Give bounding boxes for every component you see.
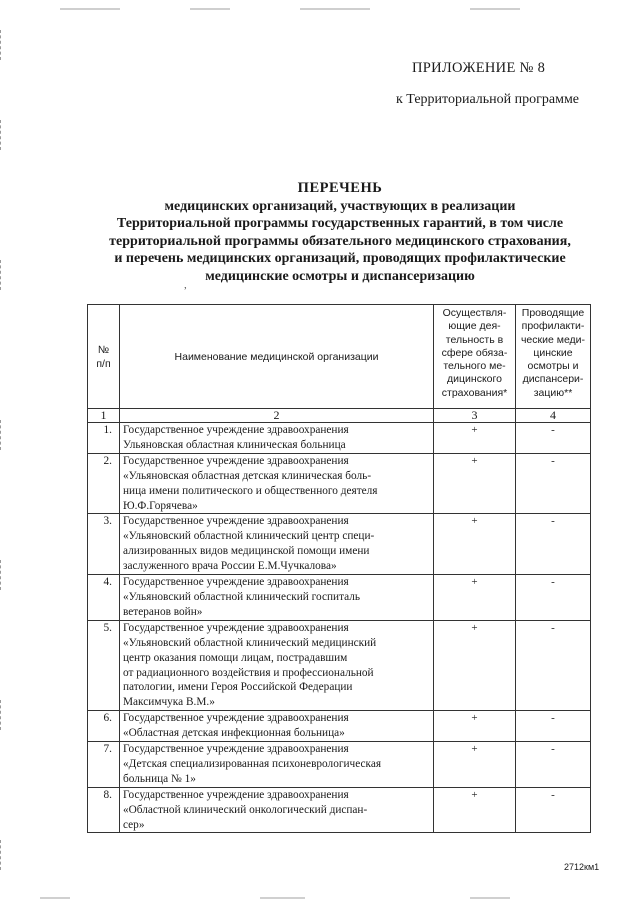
row-number: 6. bbox=[88, 711, 120, 742]
row-number: 3. bbox=[88, 514, 120, 575]
header-preventive-exams: Проводящие профилакти- ческие меди- цинские осмотры и диспансери- зацию** bbox=[516, 305, 591, 409]
scan-edge-mark bbox=[0, 120, 5, 150]
scan-smudge bbox=[190, 8, 230, 10]
table-row bbox=[88, 620, 591, 710]
scan-smudge bbox=[300, 8, 370, 10]
org-name: Государственное учреждение здравоохранения «Ульяновский областной клинический центр специ- ализированных видов медицинской помощи имени заслуженного врача России Е.М.Чучкалова» bbox=[120, 514, 434, 575]
preventive-mark: - bbox=[516, 620, 591, 710]
table-row bbox=[88, 742, 591, 788]
row-number: 1. bbox=[88, 423, 120, 454]
table-row bbox=[88, 423, 591, 454]
title-line: Территориальной программы государственных гарантий, в том числе bbox=[116, 216, 564, 232]
column-index: 1 bbox=[88, 409, 120, 423]
oms-mark: + bbox=[434, 453, 516, 514]
scan-edge-mark bbox=[0, 260, 5, 290]
header-org-name: Наименование медицинской организации bbox=[120, 305, 434, 409]
column-index: 4 bbox=[516, 409, 591, 423]
org-name: Государственное учреждение здравоохранения «Областной клинический онкологический диспан- сер» bbox=[120, 787, 434, 833]
row-number: 4. bbox=[88, 575, 120, 621]
row-number: 2. bbox=[88, 453, 120, 514]
scan-smudge bbox=[60, 8, 120, 10]
preventive-mark: - bbox=[516, 711, 591, 742]
preventive-mark: - bbox=[516, 423, 591, 454]
row-number: 5. bbox=[88, 620, 120, 710]
scan-dot: , bbox=[184, 279, 187, 291]
org-name: Государственное учреждение здравоохранения «Ульяновский областной клинический госпиталь ветеранов войн» bbox=[120, 575, 434, 621]
title-heading: ПЕРЕЧЕНЬ bbox=[297, 180, 383, 196]
oms-mark: + bbox=[434, 423, 516, 454]
oms-mark: + bbox=[434, 742, 516, 788]
oms-mark: + bbox=[434, 711, 516, 742]
org-name: Государственное учреждение здравоохранения «Областная детская инфекционная больница» bbox=[120, 711, 434, 742]
preventive-mark: - bbox=[516, 787, 591, 833]
page-code: 2712км1 bbox=[564, 862, 600, 872]
organizations-table bbox=[87, 304, 591, 833]
column-index: 3 bbox=[434, 409, 516, 423]
scan-edge-mark bbox=[0, 420, 5, 450]
row-number: 8. bbox=[88, 787, 120, 833]
header-oms-activity: Осуществля- ющие дея- тельность в сфере обяза- тельного ме- дицинского страхования* bbox=[434, 305, 516, 409]
oms-mark: + bbox=[434, 620, 516, 710]
row-number: 7. bbox=[88, 742, 120, 788]
scan-smudge bbox=[470, 897, 510, 899]
org-name: Государственное учреждение здравоохранения Ульяновская областная клиническая больница bbox=[120, 423, 434, 454]
document-title bbox=[60, 180, 620, 286]
table-row bbox=[88, 575, 591, 621]
scan-edge-mark bbox=[0, 30, 5, 60]
scan-edge-mark bbox=[0, 840, 5, 870]
title-line: медицинских организаций, участвующих в реализации bbox=[164, 198, 516, 214]
preventive-mark: - bbox=[516, 453, 591, 514]
scan-smudge bbox=[260, 897, 305, 899]
table-row bbox=[88, 514, 591, 575]
oms-mark: + bbox=[434, 514, 516, 575]
table-row bbox=[88, 453, 591, 514]
title-line: медицинские осмотры и диспансеризацию bbox=[205, 268, 475, 284]
appendix-subtitle: к Территориальной программе bbox=[396, 92, 580, 107]
title-line: территориальной программы обязательного медицинского страхования, bbox=[109, 233, 571, 249]
org-name: Государственное учреждение здравоохранения «Ульяновская областная детская клиническая боль- ница имени политического и общественного деятеля Ю.Ф.Горячева» bbox=[120, 453, 434, 514]
table-header-row bbox=[88, 305, 591, 409]
table-row bbox=[88, 787, 591, 833]
oms-mark: + bbox=[434, 787, 516, 833]
appendix-label: ПРИЛОЖЕНИЕ № 8 bbox=[412, 60, 546, 76]
column-index: 2 bbox=[120, 409, 434, 423]
oms-mark: + bbox=[434, 575, 516, 621]
column-index-row bbox=[88, 409, 591, 423]
table-row bbox=[88, 711, 591, 742]
title-line: и перечень медицинских организаций, проводящих профилактические bbox=[114, 251, 566, 267]
preventive-mark: - bbox=[516, 742, 591, 788]
scan-smudge bbox=[40, 897, 70, 899]
scan-smudge bbox=[470, 8, 520, 10]
org-name: Государственное учреждение здравоохранения «Ульяновский областной клинический медицинский центр оказания помощи лицам, пострадавшим от радиационного воздействия и профессиональной патологии, имени Героя Российской Федерации Максимчука В.М.» bbox=[120, 620, 434, 710]
scan-edge-mark bbox=[0, 700, 5, 730]
header-number: № п/п bbox=[88, 305, 120, 409]
preventive-mark: - bbox=[516, 575, 591, 621]
org-name: Государственное учреждение здравоохранения «Детская специализированная психоневрологическая больница № 1» bbox=[120, 742, 434, 788]
scan-edge-mark bbox=[0, 560, 5, 590]
preventive-mark: - bbox=[516, 514, 591, 575]
